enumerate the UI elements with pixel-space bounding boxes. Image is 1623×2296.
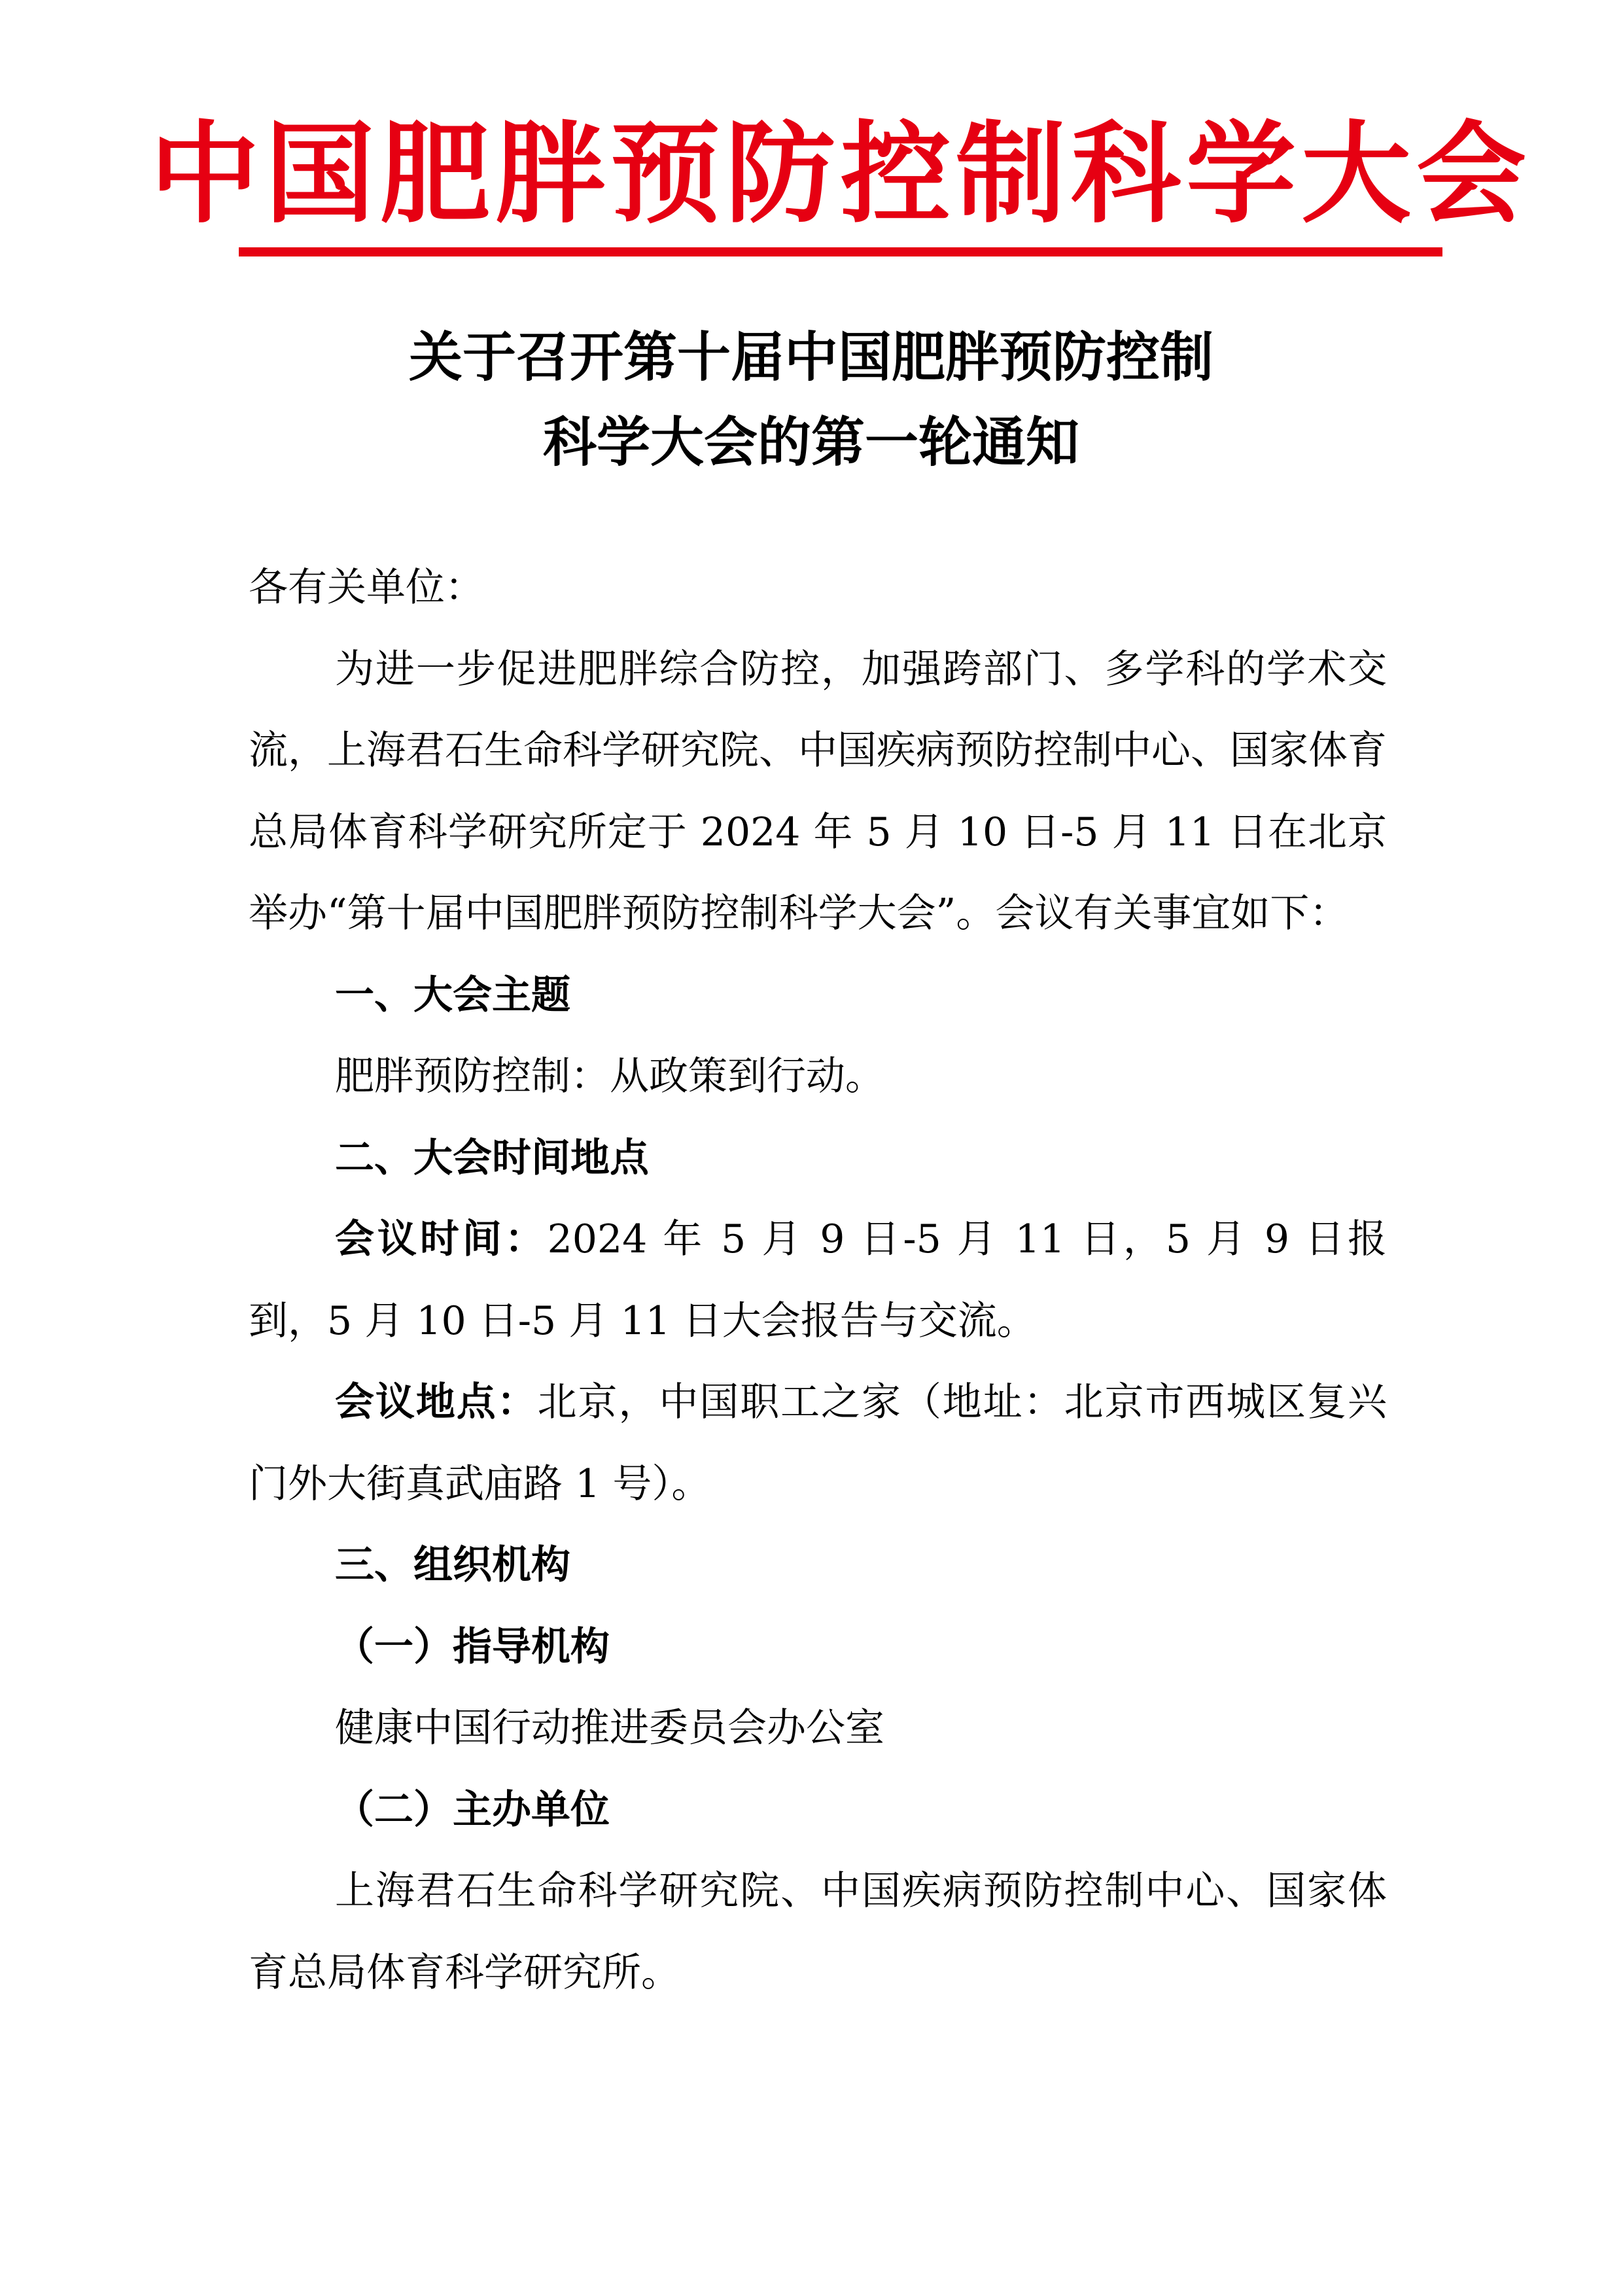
meeting-place-text: 北京，中国职工之家（地址：北京市西城区复兴门外大街真武庙路 1 号）。 — [249, 1379, 1387, 1507]
salutation: 各有关单位： — [249, 565, 484, 610]
meeting-time-text: 2024 年 5 月 9 日-5 月 11 日，5 月 9 日报到，5 月 10 日-5 月 11 日大会报告与交流。 — [249, 1216, 1387, 1344]
meeting-place-label: 会议地点： — [335, 1379, 538, 1425]
masthead-divider — [239, 247, 1442, 256]
masthead-title: 中国肥胖预防控制科学大会 — [150, 109, 1531, 238]
host-org-text: 上海君石生命科学研究院、中国疾病预防控制中心、国家体育总局体育科学研究所。 — [249, 1868, 1387, 1996]
document-title-line-2: 科学大会的第一轮通知 — [542, 412, 1079, 474]
guiding-org-heading: （一）指导机构 — [335, 1623, 610, 1670]
meeting-place-paragraph — [249, 1362, 1387, 1525]
section-1-text: 肥胖预防控制：从政策到行动。 — [335, 1053, 884, 1099]
document-body — [249, 547, 1387, 2013]
section-3-heading: 三、组织机构 — [335, 1542, 570, 1588]
document-title — [236, 315, 1387, 486]
document-title-line-1: 关于召开第十届中国肥胖预防控制 — [408, 327, 1213, 389]
host-org-heading: （二）主办单位 — [335, 1786, 610, 1833]
intro-paragraph: 为进一步促进肥胖综合防控，加强跨部门、多学科的学术交流，上海君石生命科学研究院、中国疾病预防控制中心、国家体育总局体育科学研究所定于 2024 年 5 月 10 日-5 月 11 日在北京举办“第十届中国肥胖预防控制科学大会”。会议有关事宜如下： — [249, 646, 1387, 936]
meeting-time-paragraph — [249, 1199, 1387, 1362]
section-2-heading: 二、大会时间地点 — [335, 1135, 649, 1181]
guiding-org-text: 健康中国行动推进委员会办公室 — [335, 1705, 884, 1751]
meeting-time-label: 会议时间： — [335, 1216, 548, 1262]
section-1-heading: 一、大会主题 — [335, 972, 570, 1018]
